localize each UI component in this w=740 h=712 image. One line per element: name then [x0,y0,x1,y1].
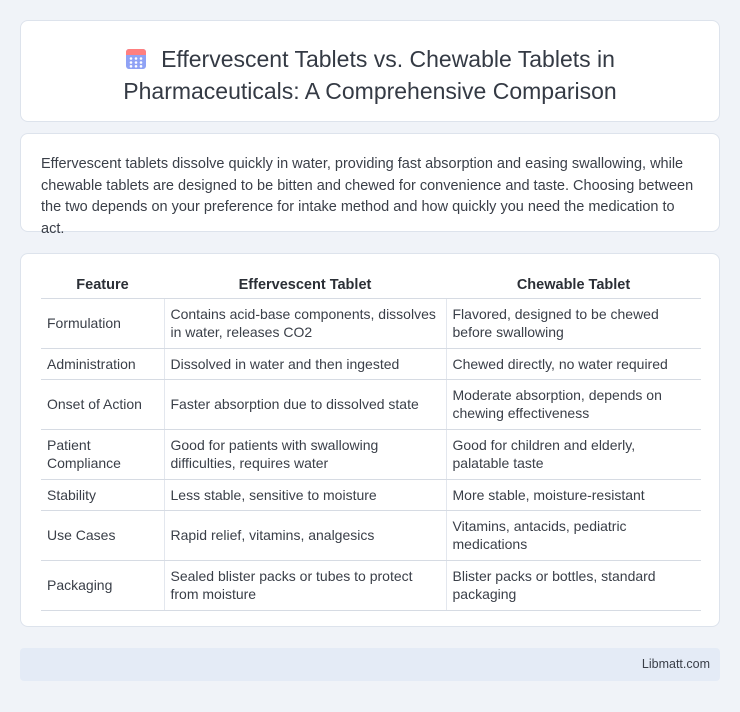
cell-effervescent: Contains acid-base components, dissolves in water, releases CO2 [164,298,446,348]
cell-chewable: Vitamins, antacids, pediatric medications [446,510,701,560]
table-row [41,560,701,610]
title-line-2: Pharmaceuticals: A Comprehensive Comparison [123,78,617,104]
cell-feature: Formulation [41,298,164,348]
table-row [41,429,701,479]
calendar-icon [125,46,147,77]
cell-chewable: Flavored, designed to be chewed before swallowing [446,298,701,348]
cell-feature: Patient Compliance [41,429,164,479]
table-row [41,479,701,510]
cell-feature: Use Cases [41,510,164,560]
table-row [41,348,701,379]
table-row [41,379,701,429]
cell-effervescent: Good for patients with swallowing difficulties, requires water [164,429,446,479]
cell-feature: Onset of Action [41,379,164,429]
cell-effervescent: Dissolved in water and then ingested [164,348,446,379]
table-header-row [41,273,701,298]
cell-chewable: More stable, moisture-resistant [446,479,701,510]
page-title [51,45,689,106]
cell-chewable: Good for children and elderly, palatable taste [446,429,701,479]
cell-effervescent: Sealed blister packs or tubes to protect from moisture [164,560,446,610]
cell-feature: Stability [41,479,164,510]
cell-chewable: Moderate absorption, depends on chewing effectiveness [446,379,701,429]
cell-feature: Administration [41,348,164,379]
cell-effervescent: Rapid relief, vitamins, analgesics [164,510,446,560]
cell-chewable: Blister packs or bottles, standard packaging [446,560,701,610]
title-line-1: Effervescent Tablets vs. Chewable Tablets in [161,46,615,72]
cell-feature: Packaging [41,560,164,610]
intro-card [20,133,720,237]
cell-effervescent: Less stable, sensitive to moisture [164,479,446,510]
footer-brand: Libmatt.com [641,657,710,671]
footer [20,648,720,681]
cell-chewable: Chewed directly, no water required [446,348,701,379]
comparison-card [20,253,720,627]
comparison-table [41,273,701,611]
intro-paragraph: Effervescent tablets dissolve quickly in water, providing fast absorption and easing swallowing, while chewable tablets are designed to be bitten and chewed for convenience and taste. Choosing between the two depends on your preference for intake method and how quickly you need the medication to act. [41,156,694,237]
header-feature: Feature [41,273,164,298]
cell-effervescent: Faster absorption due to dissolved state [164,379,446,429]
header-chewable: Chewable Tablet [446,273,701,298]
table-row [41,510,701,560]
table-row [41,298,701,348]
header-effervescent: Effervescent Tablet [164,273,446,298]
title-card [20,20,720,122]
